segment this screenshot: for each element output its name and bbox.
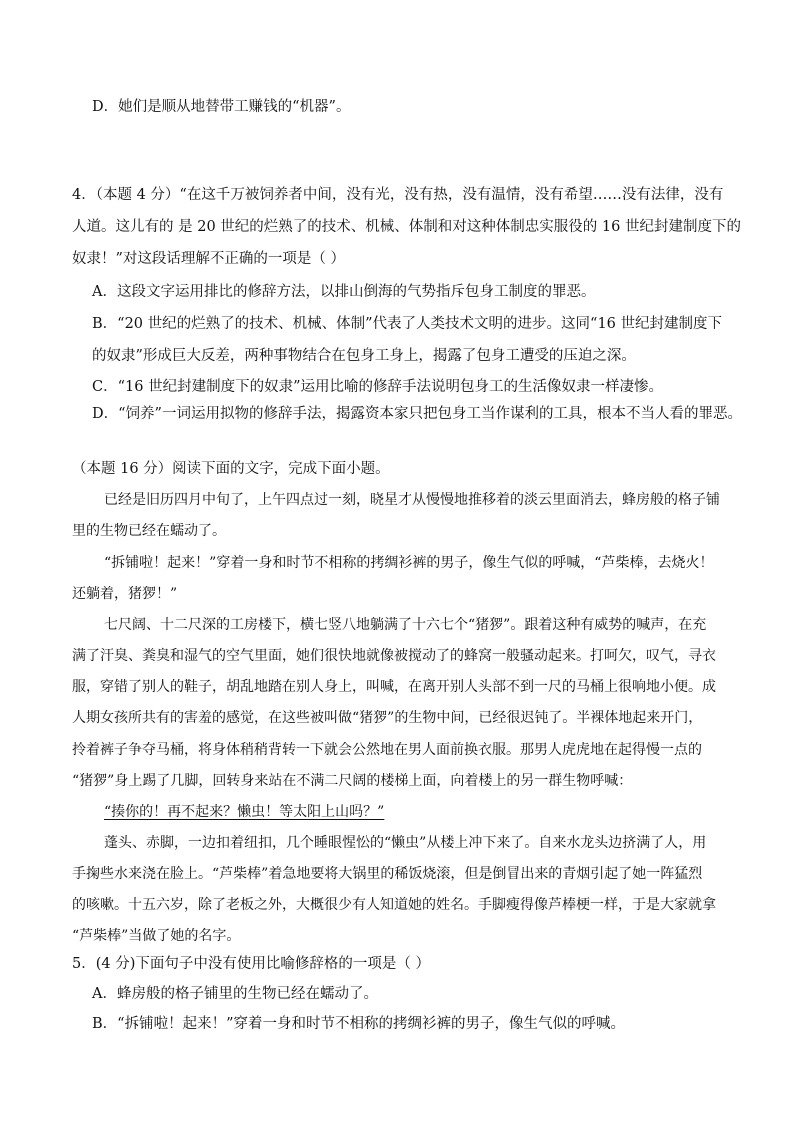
passage-line: “猪猡”身上踢了几脚，回转身来站在不满二尺阔的楼梯上面，向着楼上的另一群生物呼喊：: [72, 773, 633, 789]
reading-intro: （本题 16 分）阅读下面的文字，完成下面小题。: [72, 461, 390, 477]
passage-underlined-quote: “揍你的！再不起来？懒虫！等太阳上山吗？”: [104, 804, 385, 820]
passage-line: 人期女孩所共有的害羞的感觉，在这些被叫做“猪猡”的生物中间，已经很迟钝了。半裸体地起来开门，: [72, 710, 703, 726]
q4-option-a: A．这段文字运用排比的修辞方法，以排山倒海的气势指斥包身工制度的罪恶。: [92, 284, 596, 300]
passage-line: “拆铺啦！起来！”穿着一身和时节不相称的拷绸衫裤的男子，像生气似的呼喊，“芦柴棒，去烧火！: [104, 555, 714, 571]
q4-option-c: C．“16 世纪封建制度下的奴隶”运用比喻的修辞手法说明包身工的生活像奴隶一样凄惨。: [92, 379, 663, 395]
q4-stem-line-2: 人道。这儿有的 是 20 世纪的烂熟了的技术、机械、体制和对这种体制忠实服役的 16 世纪封建制度下的: [72, 219, 741, 235]
passage-line: 手掬些水来浇在脸上。“芦柴棒”着急地要将大锅里的稀饭烧滚，但是倒冒出来的青烟引起了她一阵猛烈: [72, 866, 703, 882]
passage-line: 满了汗臭、粪臭和湿气的空气里面，她们很快地就像被搅动了的蜂窝一般骚动起来。打呵欠，叹气，寻衣: [72, 648, 716, 664]
passage-line: 里的生物已经在蠕动了。: [72, 523, 226, 539]
passage-line: 已经是旧历四月中旬了，上午四点过一刻，晓星才从慢慢地推移着的淡云里面消去，蜂房般的格子铺: [104, 492, 720, 508]
passage-line: “芦柴棒”当做了她的名字。: [72, 928, 241, 944]
q4-option-b-line-1: B．“20 世纪的烂熟了的技术、机械、体制”代表了人类技术文明的进步。这同“16 世纪封建制度下: [92, 316, 723, 332]
q4-option-b-line-2: 的奴隶”形成巨大反差，两种事物结合在包身工身上，揭露了包身工遭受的压迫之深。: [92, 348, 636, 364]
passage-line: 七尺阔、十二尺深的工房楼下，横七竖八地躺满了十六七个“猪猡”。跟着这种有威势的喊声，在充: [104, 617, 707, 633]
q5-stem: 5．(4 分)下面句子中没有使用比喻修辞格的一项是（ ）: [72, 956, 430, 972]
q4-stem-line-3: 奴隶！”对这段话理解不正确的一项是（ ）: [72, 251, 346, 267]
q3-option-d: D．她们是顺从地替带工赚钱的“机器”。: [92, 99, 351, 115]
q5-option-a: A．蜂房般的格子铺里的生物已经在蠕动了。: [92, 986, 378, 1002]
passage-line: 蓬头、赤脚，一边扣着纽扣，几个睡眼惺忪的“懒虫”从楼上冲下来了。自来水龙头边挤满了人，用: [104, 835, 707, 851]
q5-option-b: B．“拆铺啦！起来！”穿着一身和时节不相称的拷绸衫裤的男子，像生气似的呼喊。: [92, 1016, 625, 1032]
q4-option-d: D．“饲养”一词运用拟物的修辞手法，揭露资本家只把包身工当作谋利的工具，根本不当人看的罪恶。: [92, 406, 742, 422]
passage-line: 的咳嗽。十五六岁，除了老板之外，大概很少有人知道她的姓名。手脚瘦得像芦棒梗一样，于是大家就拿: [72, 897, 716, 913]
passage-line: 拎着裤子争夺马桶，将身体稍稍背转一下就会公然地在男人面前换衣服。那男人虎虎地在起得慢一点的: [72, 742, 702, 758]
q4-stem-line-1: 4．（本题 4 分）“在这千万被饲养者中间，没有光，没有热，没有温情，没有希望……没有法律，没有: [72, 187, 724, 203]
passage-line: 还躺着，猪猡！”: [72, 586, 178, 602]
passage-line: 服，穿错了别人的鞋子，胡乱地踏在别人身上，叫喊，在离开别人头部不到一尺的马桶上很响地小便。成: [72, 679, 716, 695]
